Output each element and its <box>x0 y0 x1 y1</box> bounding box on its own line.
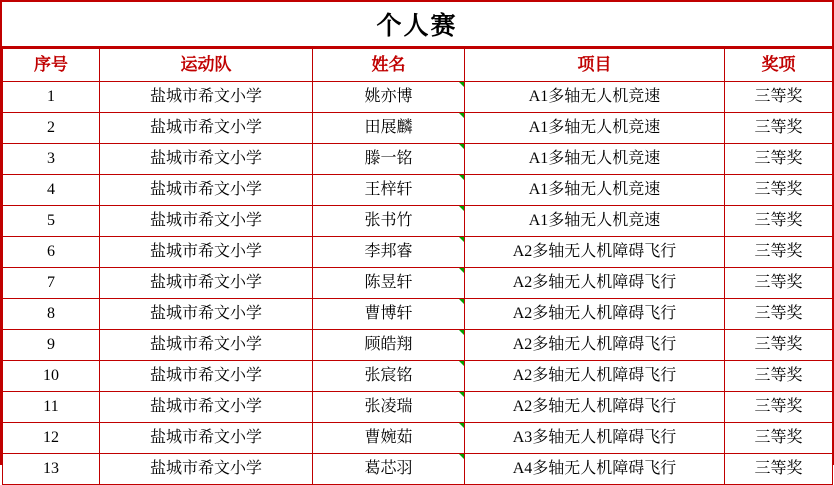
table-row <box>3 113 833 144</box>
cell-award: 三等奖 <box>725 330 833 361</box>
cell-index: 3 <box>3 144 100 175</box>
table-row <box>3 392 833 423</box>
table-row <box>3 454 833 485</box>
cell-name: 李邦睿 <box>313 237 465 268</box>
cell-event: A2多轴无人机障碍飞行 <box>465 361 725 392</box>
table-row <box>3 175 833 206</box>
cell-name: 田展麟 <box>313 113 465 144</box>
cell-event: A2多轴无人机障碍飞行 <box>465 237 725 268</box>
cell-event: A1多轴无人机竞速 <box>465 206 725 237</box>
cell-name: 顾皓翔 <box>313 330 465 361</box>
cell-team: 盐城市希文小学 <box>100 330 313 361</box>
cell-event: A1多轴无人机竞速 <box>465 144 725 175</box>
cell-name: 曹博轩 <box>313 299 465 330</box>
results-table <box>2 48 833 485</box>
table-row <box>3 330 833 361</box>
cell-index: 4 <box>3 175 100 206</box>
cell-name: 姚亦博 <box>313 82 465 113</box>
table-row <box>3 206 833 237</box>
cell-team: 盐城市希文小学 <box>100 237 313 268</box>
cell-award: 三等奖 <box>725 454 833 485</box>
cell-name: 张凌瑞 <box>313 392 465 423</box>
cell-award: 三等奖 <box>725 423 833 454</box>
cell-index: 1 <box>3 82 100 113</box>
cell-index: 10 <box>3 361 100 392</box>
cell-name: 王梓轩 <box>313 175 465 206</box>
cell-event: A2多轴无人机障碍飞行 <box>465 392 725 423</box>
cell-name: 曹婉茹 <box>313 423 465 454</box>
cell-index: 9 <box>3 330 100 361</box>
column-header-name: 姓名 <box>313 49 465 82</box>
cell-team: 盐城市希文小学 <box>100 82 313 113</box>
cell-team: 盐城市希文小学 <box>100 454 313 485</box>
cell-index: 12 <box>3 423 100 454</box>
cell-team: 盐城市希文小学 <box>100 423 313 454</box>
cell-team: 盐城市希文小学 <box>100 268 313 299</box>
table-row <box>3 144 833 175</box>
cell-award: 三等奖 <box>725 237 833 268</box>
cell-award: 三等奖 <box>725 299 833 330</box>
cell-team: 盐城市希文小学 <box>100 392 313 423</box>
table-row <box>3 299 833 330</box>
cell-team: 盐城市希文小学 <box>100 361 313 392</box>
table-header <box>3 49 833 82</box>
table-body <box>3 82 833 485</box>
page-title: 个人赛 <box>376 13 458 40</box>
column-header-event: 项目 <box>465 49 725 82</box>
table-row <box>3 237 833 268</box>
cell-award: 三等奖 <box>725 175 833 206</box>
cell-index: 13 <box>3 454 100 485</box>
cell-event: A1多轴无人机竞速 <box>465 82 725 113</box>
table-row <box>3 423 833 454</box>
header-row <box>3 49 833 82</box>
cell-event: A1多轴无人机竞速 <box>465 113 725 144</box>
cell-team: 盐城市希文小学 <box>100 299 313 330</box>
title-row <box>2 2 832 48</box>
cell-event: A3多轴无人机障碍飞行 <box>465 423 725 454</box>
cell-name: 滕一铭 <box>313 144 465 175</box>
cell-event: A2多轴无人机障碍飞行 <box>465 299 725 330</box>
cell-team: 盐城市希文小学 <box>100 144 313 175</box>
cell-event: A2多轴无人机障碍飞行 <box>465 268 725 299</box>
cell-award: 三等奖 <box>725 82 833 113</box>
cell-name: 张书竹 <box>313 206 465 237</box>
cell-award: 三等奖 <box>725 268 833 299</box>
cell-team: 盐城市希文小学 <box>100 206 313 237</box>
cell-team: 盐城市希文小学 <box>100 175 313 206</box>
cell-name: 张宸铭 <box>313 361 465 392</box>
cell-award: 三等奖 <box>725 144 833 175</box>
cell-name: 葛芯羽 <box>313 454 465 485</box>
column-header-index: 序号 <box>3 49 100 82</box>
cell-index: 5 <box>3 206 100 237</box>
cell-award: 三等奖 <box>725 392 833 423</box>
cell-index: 7 <box>3 268 100 299</box>
cell-name: 陈昱轩 <box>313 268 465 299</box>
cell-event: A2多轴无人机障碍飞行 <box>465 330 725 361</box>
table-row <box>3 82 833 113</box>
cell-index: 8 <box>3 299 100 330</box>
column-header-award: 奖项 <box>725 49 833 82</box>
cell-event: A4多轴无人机障碍飞行 <box>465 454 725 485</box>
column-header-team: 运动队 <box>100 49 313 82</box>
cell-event: A1多轴无人机竞速 <box>465 175 725 206</box>
cell-index: 6 <box>3 237 100 268</box>
cell-award: 三等奖 <box>725 113 833 144</box>
cell-index: 2 <box>3 113 100 144</box>
cell-award: 三等奖 <box>725 361 833 392</box>
table-row <box>3 361 833 392</box>
cell-index: 11 <box>3 392 100 423</box>
cell-team: 盐城市希文小学 <box>100 113 313 144</box>
table-row <box>3 268 833 299</box>
cell-award: 三等奖 <box>725 206 833 237</box>
